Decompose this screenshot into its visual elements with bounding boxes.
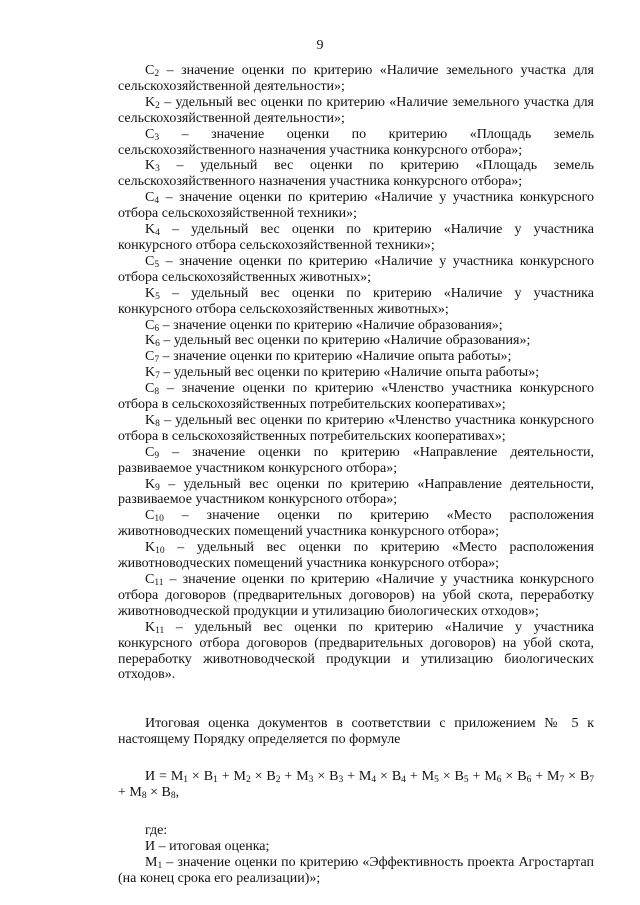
criterion-item <box>118 286 594 318</box>
formula-plus: + <box>468 769 485 785</box>
criterion-item <box>118 190 594 222</box>
formula-index-b: 7 <box>589 775 595 786</box>
criterion-text: – итоговая оценка; <box>155 838 270 854</box>
criterion-symbol: K <box>145 365 156 381</box>
criterion-text: – удельный вес оценки по критерию «Наличие образования»; <box>159 333 531 349</box>
criterion-index: 6 <box>155 339 160 350</box>
criterion-index: 7 <box>155 371 160 382</box>
criterion-text: – значение оценки по критерию «Наличие образования»; <box>159 317 503 333</box>
criterion-symbol: K <box>145 412 156 428</box>
criterion-text: – удельный вес оценки по критерию «Членство участника конкурсного отбора в сельскохозяйственных потребительских кооперативах»; <box>118 412 594 444</box>
criterion-index: 3 <box>155 164 160 175</box>
formula-factor-m: М <box>296 769 309 785</box>
formula-index-b: 4 <box>401 775 406 786</box>
criterion-text: – значение оценки по критерию «Членство участника конкурсного отбора в сельскохозяйственных потребительских кооперативах»; <box>118 381 594 413</box>
formula-index-b: 5 <box>463 775 469 786</box>
formula-factor-m: М <box>484 769 497 785</box>
criterion-index: 3 <box>154 132 160 143</box>
criterion-symbol: С <box>145 190 155 206</box>
criteria-list <box>118 63 594 683</box>
formula-times: × <box>146 785 162 801</box>
formula-times: × <box>438 769 455 785</box>
criterion-item <box>118 127 594 159</box>
criterion-index: 1 <box>157 860 163 871</box>
formula-factor-m: М <box>421 769 435 785</box>
formula-index-b: 2 <box>275 775 281 786</box>
formula-factor-b: В <box>517 769 527 785</box>
formula-times: × <box>564 769 580 785</box>
formula-index-m: 7 <box>559 775 565 786</box>
formula-index-m: 6 <box>496 775 502 786</box>
formula-end: , <box>175 785 180 801</box>
definition-item <box>118 855 594 887</box>
summary-paragraph: Итоговая оценка документов в соответствии с приложением № 5 к настоящему Порядку определяется по формуле <box>118 716 594 748</box>
criterion-symbol: С <box>145 508 155 524</box>
criterion-text: – удельный вес оценки по критерию «Наличие земельного участка для сельскохозяйственной деятельности»; <box>118 94 594 126</box>
document-body <box>118 63 594 887</box>
formula-factor-m: М <box>233 769 246 785</box>
criterion-text: – значение оценки по критерию «Направление деятельности, развиваемое участником конкурсного отбора»; <box>118 444 594 476</box>
criterion-text: – значение оценки по критерию «Площадь земель сельскохозяйственного назначения участника конкурсного отбора»; <box>118 126 594 158</box>
formula-factor-m: М <box>358 769 372 785</box>
criterion-item <box>118 333 594 349</box>
criterion-symbol: С <box>145 126 155 142</box>
formula-index-m: 3 <box>308 775 314 786</box>
criterion-index: 8 <box>155 418 160 429</box>
criterion-item <box>118 254 594 286</box>
criterion-index: 6 <box>154 323 160 334</box>
page-number: 9 <box>316 38 324 53</box>
criterion-index: 5 <box>154 259 160 270</box>
formula-index-m: 8 <box>141 791 147 802</box>
criterion-item <box>118 540 594 572</box>
formula-times: × <box>501 769 518 785</box>
formula-plus: + <box>280 769 297 785</box>
formula-factor-b: В <box>203 769 214 785</box>
formula-index-b: 6 <box>526 775 532 786</box>
criterion-index: 4 <box>154 196 160 207</box>
criterion-index: 8 <box>154 387 160 398</box>
criterion-index: 2 <box>155 100 160 111</box>
criterion-text: – удельный вес оценки по критерию «Направление деятельности, развиваемое участником конкурсного отбора»; <box>118 476 594 508</box>
criterion-symbol: С <box>145 572 155 587</box>
criterion-text: – удельный вес оценки по критерию «Площадь земель сельскохозяйственного назначения участника конкурсного отбора»; <box>118 158 594 190</box>
criterion-text: – удельный вес оценки по критерию «Наличие опыта работы»; <box>159 365 540 381</box>
criterion-item <box>118 572 594 620</box>
criterion-index: 4 <box>155 228 160 239</box>
formula-factor-b: В <box>579 769 590 785</box>
criterion-index: 5 <box>155 291 160 302</box>
criterion-item <box>118 222 594 254</box>
criterion-item <box>118 349 594 365</box>
formula-lhs: И = <box>145 769 171 785</box>
criterion-item <box>118 365 594 381</box>
criterion-symbol: K <box>145 158 156 174</box>
criterion-index: 11 <box>155 625 165 636</box>
criterion-item <box>118 508 594 540</box>
criterion-index: 9 <box>155 482 160 493</box>
criterion-text: – значение оценки по критерию «Наличие опыта работы»; <box>159 349 512 365</box>
formula-index-m: 2 <box>245 775 251 786</box>
criterion-item <box>118 381 594 413</box>
definitions-list <box>118 839 594 887</box>
criterion-symbol: С <box>145 253 155 269</box>
formula-index-m: 5 <box>434 775 439 786</box>
criterion-symbol: K <box>145 222 156 238</box>
criterion-index: 9 <box>154 450 160 461</box>
criterion-symbol: K <box>145 619 156 635</box>
formula-factor-m: М <box>129 785 142 801</box>
formula-factor-b: В <box>391 769 402 785</box>
criterion-symbol: С <box>145 317 155 333</box>
criterion-text: – значение оценки по критерию «Наличие у участника конкурсного отбора сельскохозяйственной техники»; <box>118 190 594 222</box>
criterion-symbol: K <box>145 540 156 556</box>
formula-index-b: 3 <box>338 775 344 786</box>
formula-times: × <box>188 769 204 785</box>
criterion-index: 7 <box>154 355 160 366</box>
criterion-item <box>118 413 594 445</box>
criterion-index: 11 <box>154 578 164 588</box>
formula-factor-b: В <box>454 769 464 785</box>
formula-factor-b: В <box>266 769 276 785</box>
criterion-index: 10 <box>154 514 164 525</box>
criterion-symbol: С <box>145 349 155 365</box>
definition-item <box>118 839 594 855</box>
formula-index-m: 4 <box>371 775 377 786</box>
criterion-text: – удельный вес оценки по критерию «Наличие у участника конкурсного отбора сельскохозяйственных животных»; <box>118 285 594 317</box>
criterion-symbol: K <box>145 476 156 492</box>
criterion-item <box>118 158 594 190</box>
formula-plus: + <box>531 769 548 785</box>
criterion-symbol: С <box>145 63 155 78</box>
criterion-text: – значение оценки по критерию «Наличие земельного участка для сельскохозяйственной деятельности»; <box>118 63 594 94</box>
criterion-index: 2 <box>154 69 160 79</box>
criterion-text: – значение оценки по критерию «Место расположения животноводческих помещений участника конкурсного отбора»; <box>118 508 594 540</box>
criterion-item <box>118 445 594 477</box>
formula-plus: + <box>118 785 130 801</box>
criterion-text: – значение оценки по критерию «Наличие у участника конкурсного отбора договоров (предварительных договоров) на убой скота, переработку животноводческой продукции и утилизацию биологических отходов»; <box>118 572 594 619</box>
criterion-symbol: K <box>145 94 156 110</box>
formula-index-b: 1 <box>213 775 218 786</box>
criterion-text: – удельный вес оценки по критерию «Наличие у участника конкурсного отбора договоров (предварительных договоров) на убой скота, переработку животноводческой продукции и утилизацию биологических отходов». <box>118 619 594 683</box>
formula-plus: + <box>217 769 234 785</box>
criterion-item <box>118 95 594 127</box>
criterion-symbol: С <box>145 381 155 397</box>
criterion-index: 10 <box>155 546 165 557</box>
criterion-item <box>118 620 594 684</box>
criterion-text: – значение оценки по критерию «Эффективность проекта Агростартап (на конец срока его реализации)»; <box>118 854 594 886</box>
criterion-symbol: K <box>145 333 156 349</box>
formula-plus: + <box>405 769 422 785</box>
formula-plus: + <box>343 769 359 785</box>
formula-times: × <box>313 769 330 785</box>
criterion-symbol: И <box>145 838 156 854</box>
formula-index-m: 1 <box>183 775 189 786</box>
formula-times: × <box>376 769 392 785</box>
scoring-formula <box>118 769 594 801</box>
criterion-item <box>118 63 594 95</box>
criterion-text: – значение оценки по критерию «Наличие у участника конкурсного отбора сельскохозяйственных животных»; <box>118 253 594 285</box>
criterion-text: – удельный вес оценки по критерию «Место расположения животноводческих помещений участника конкурсного отбора»; <box>118 540 594 572</box>
criterion-symbol: М <box>145 854 158 870</box>
formula-factor-m: М <box>547 769 560 785</box>
criterion-symbol: K <box>145 285 156 301</box>
where-label: где: <box>145 822 168 838</box>
formula-factor-b: В <box>329 769 339 785</box>
criterion-item <box>118 477 594 509</box>
criterion-symbol: С <box>145 444 155 460</box>
formula-index-b: 8 <box>170 791 176 802</box>
criterion-item <box>118 318 594 334</box>
formula-times: × <box>250 769 267 785</box>
formula-factor-m: М <box>170 769 184 785</box>
formula-factor-b: В <box>161 785 171 801</box>
criterion-text: – удельный вес оценки по критерию «Наличие у участника конкурсного отбора сельскохозяйственной техники»; <box>118 222 594 253</box>
